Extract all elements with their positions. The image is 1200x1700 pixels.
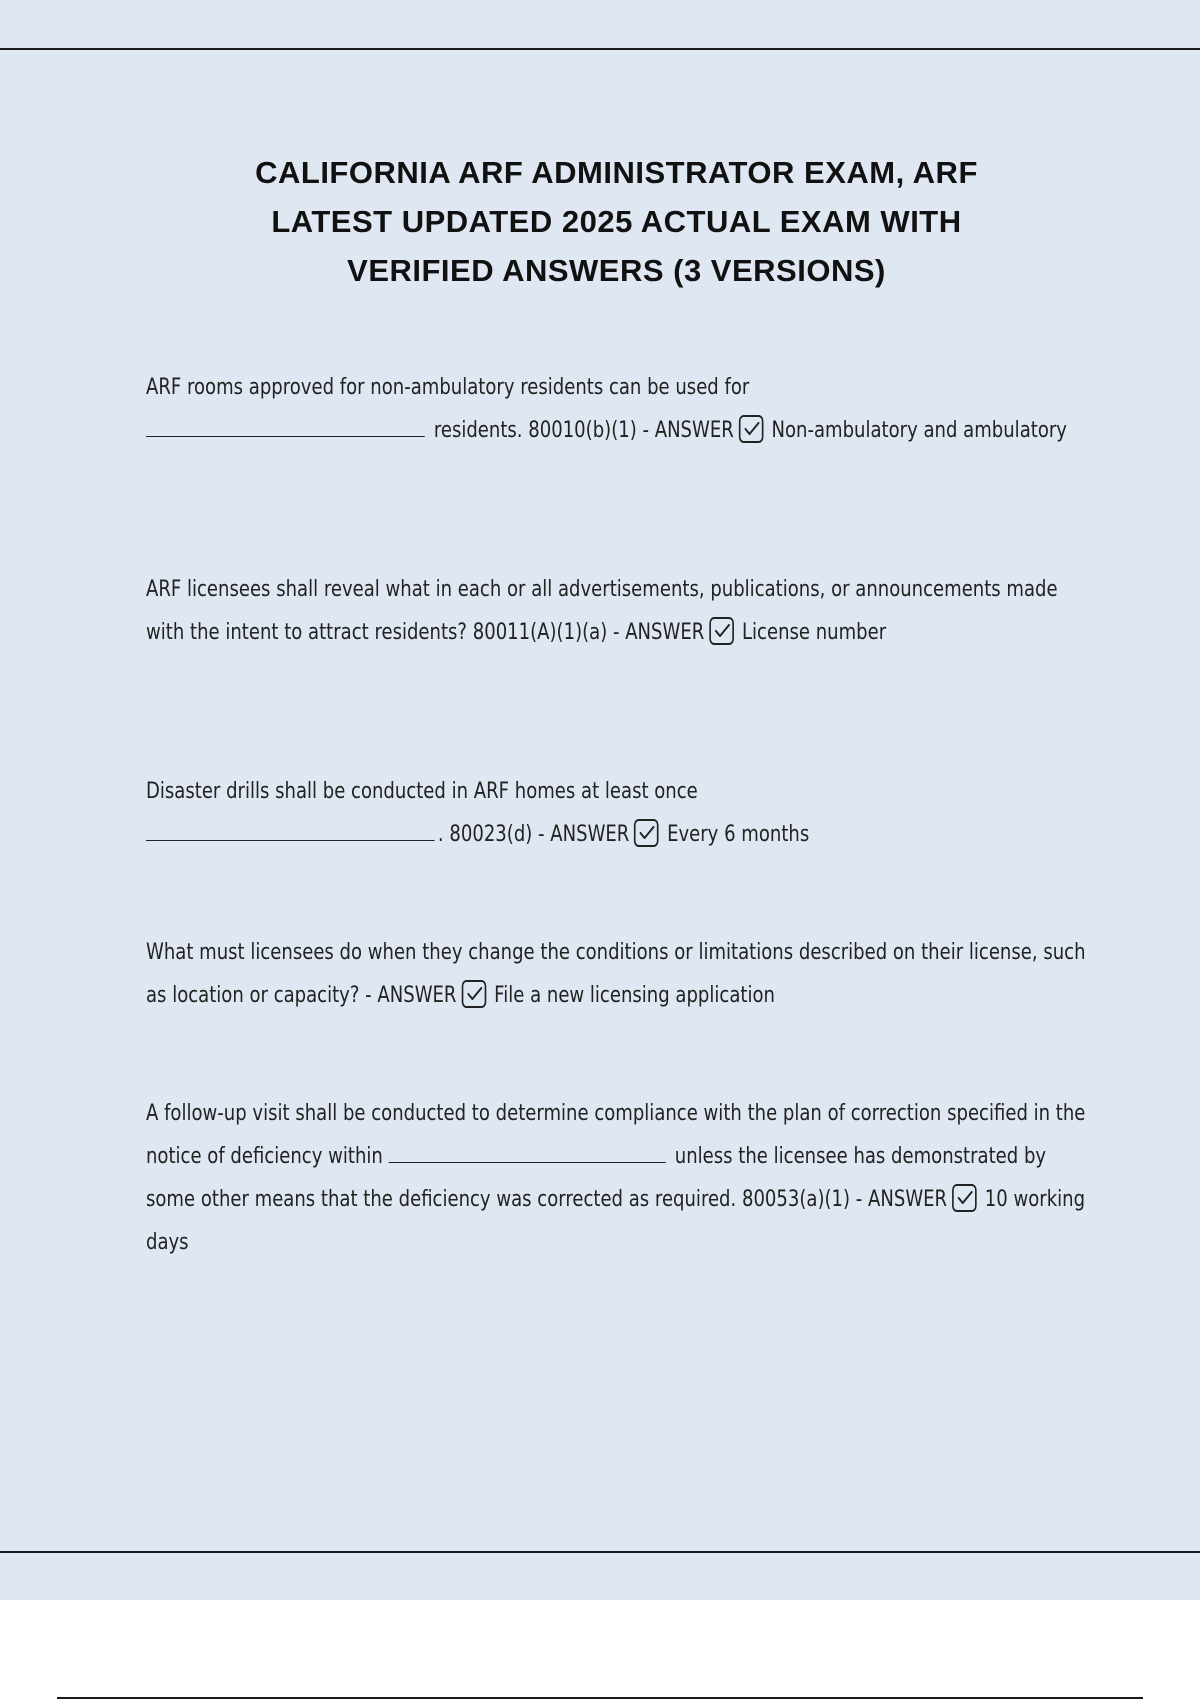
question-text: . 80023(d) - ANSWER bbox=[437, 822, 630, 847]
qa-item-1 bbox=[146, 366, 1067, 452]
title-line: CALIFORNIA ARF ADMINISTRATOR EXAM, ARF bbox=[255, 155, 978, 190]
answer-text: File a new licensing application bbox=[494, 983, 775, 1008]
checkbox-checked-icon bbox=[709, 617, 734, 645]
qa-item-3 bbox=[146, 770, 917, 856]
question-text: ARF rooms approved for non-ambulatory residents can be used for bbox=[146, 375, 750, 400]
question-text: A follow-up visit shall be conducted to determine compliance with the plan of correction specified in the notice of deficiency within bbox=[146, 1101, 1086, 1169]
answer-text: Non-ambulatory and ambulatory bbox=[771, 418, 1067, 443]
answer-text: Every 6 months bbox=[667, 822, 810, 847]
answer-text: 10 working days bbox=[146, 1187, 1086, 1255]
qa-item-2 bbox=[146, 568, 1058, 654]
fill-in-blank bbox=[146, 818, 435, 841]
checkbox-checked-icon bbox=[461, 980, 486, 1008]
title-line: VERIFIED ANSWERS (3 VERSIONS) bbox=[347, 253, 886, 288]
fill-in-blank bbox=[146, 414, 425, 437]
question-text: unless the licensee has demonstrated by some other means that the deficiency was corrected as required. 80053(a)(1) - ANSWER bbox=[146, 1144, 1047, 1212]
qa-item-5 bbox=[146, 1092, 1086, 1264]
question-text: residents. 80010(b)(1) - ANSWER bbox=[433, 418, 734, 443]
question-text: ARF licensees shall reveal what in each or all advertisements, publications, or announcements made with the intent to attract residents? 80011(A)(1)(a) - ANSWER bbox=[146, 577, 1058, 645]
fill-in-blank bbox=[389, 1140, 666, 1163]
checkbox-checked-icon bbox=[739, 415, 764, 443]
checkbox-checked-icon bbox=[634, 819, 659, 847]
title-line: LATEST UPDATED 2025 ACTUAL EXAM WITH bbox=[271, 204, 962, 239]
document-title bbox=[150, 148, 1083, 295]
qa-item-4 bbox=[146, 931, 1086, 1017]
answer-text: License number bbox=[741, 620, 887, 645]
question-text: Disaster drills shall be conducted in ARF homes at least once bbox=[146, 779, 698, 804]
checkbox-checked-icon bbox=[952, 1184, 977, 1212]
question-text: What must licensees do when they change the conditions or limitations described on their license, such as location or capacity? - ANSWER bbox=[146, 940, 1086, 1008]
footer-rule bbox=[57, 1697, 1143, 1699]
top-rule bbox=[0, 48, 1200, 50]
bottom-rule bbox=[0, 1551, 1200, 1553]
